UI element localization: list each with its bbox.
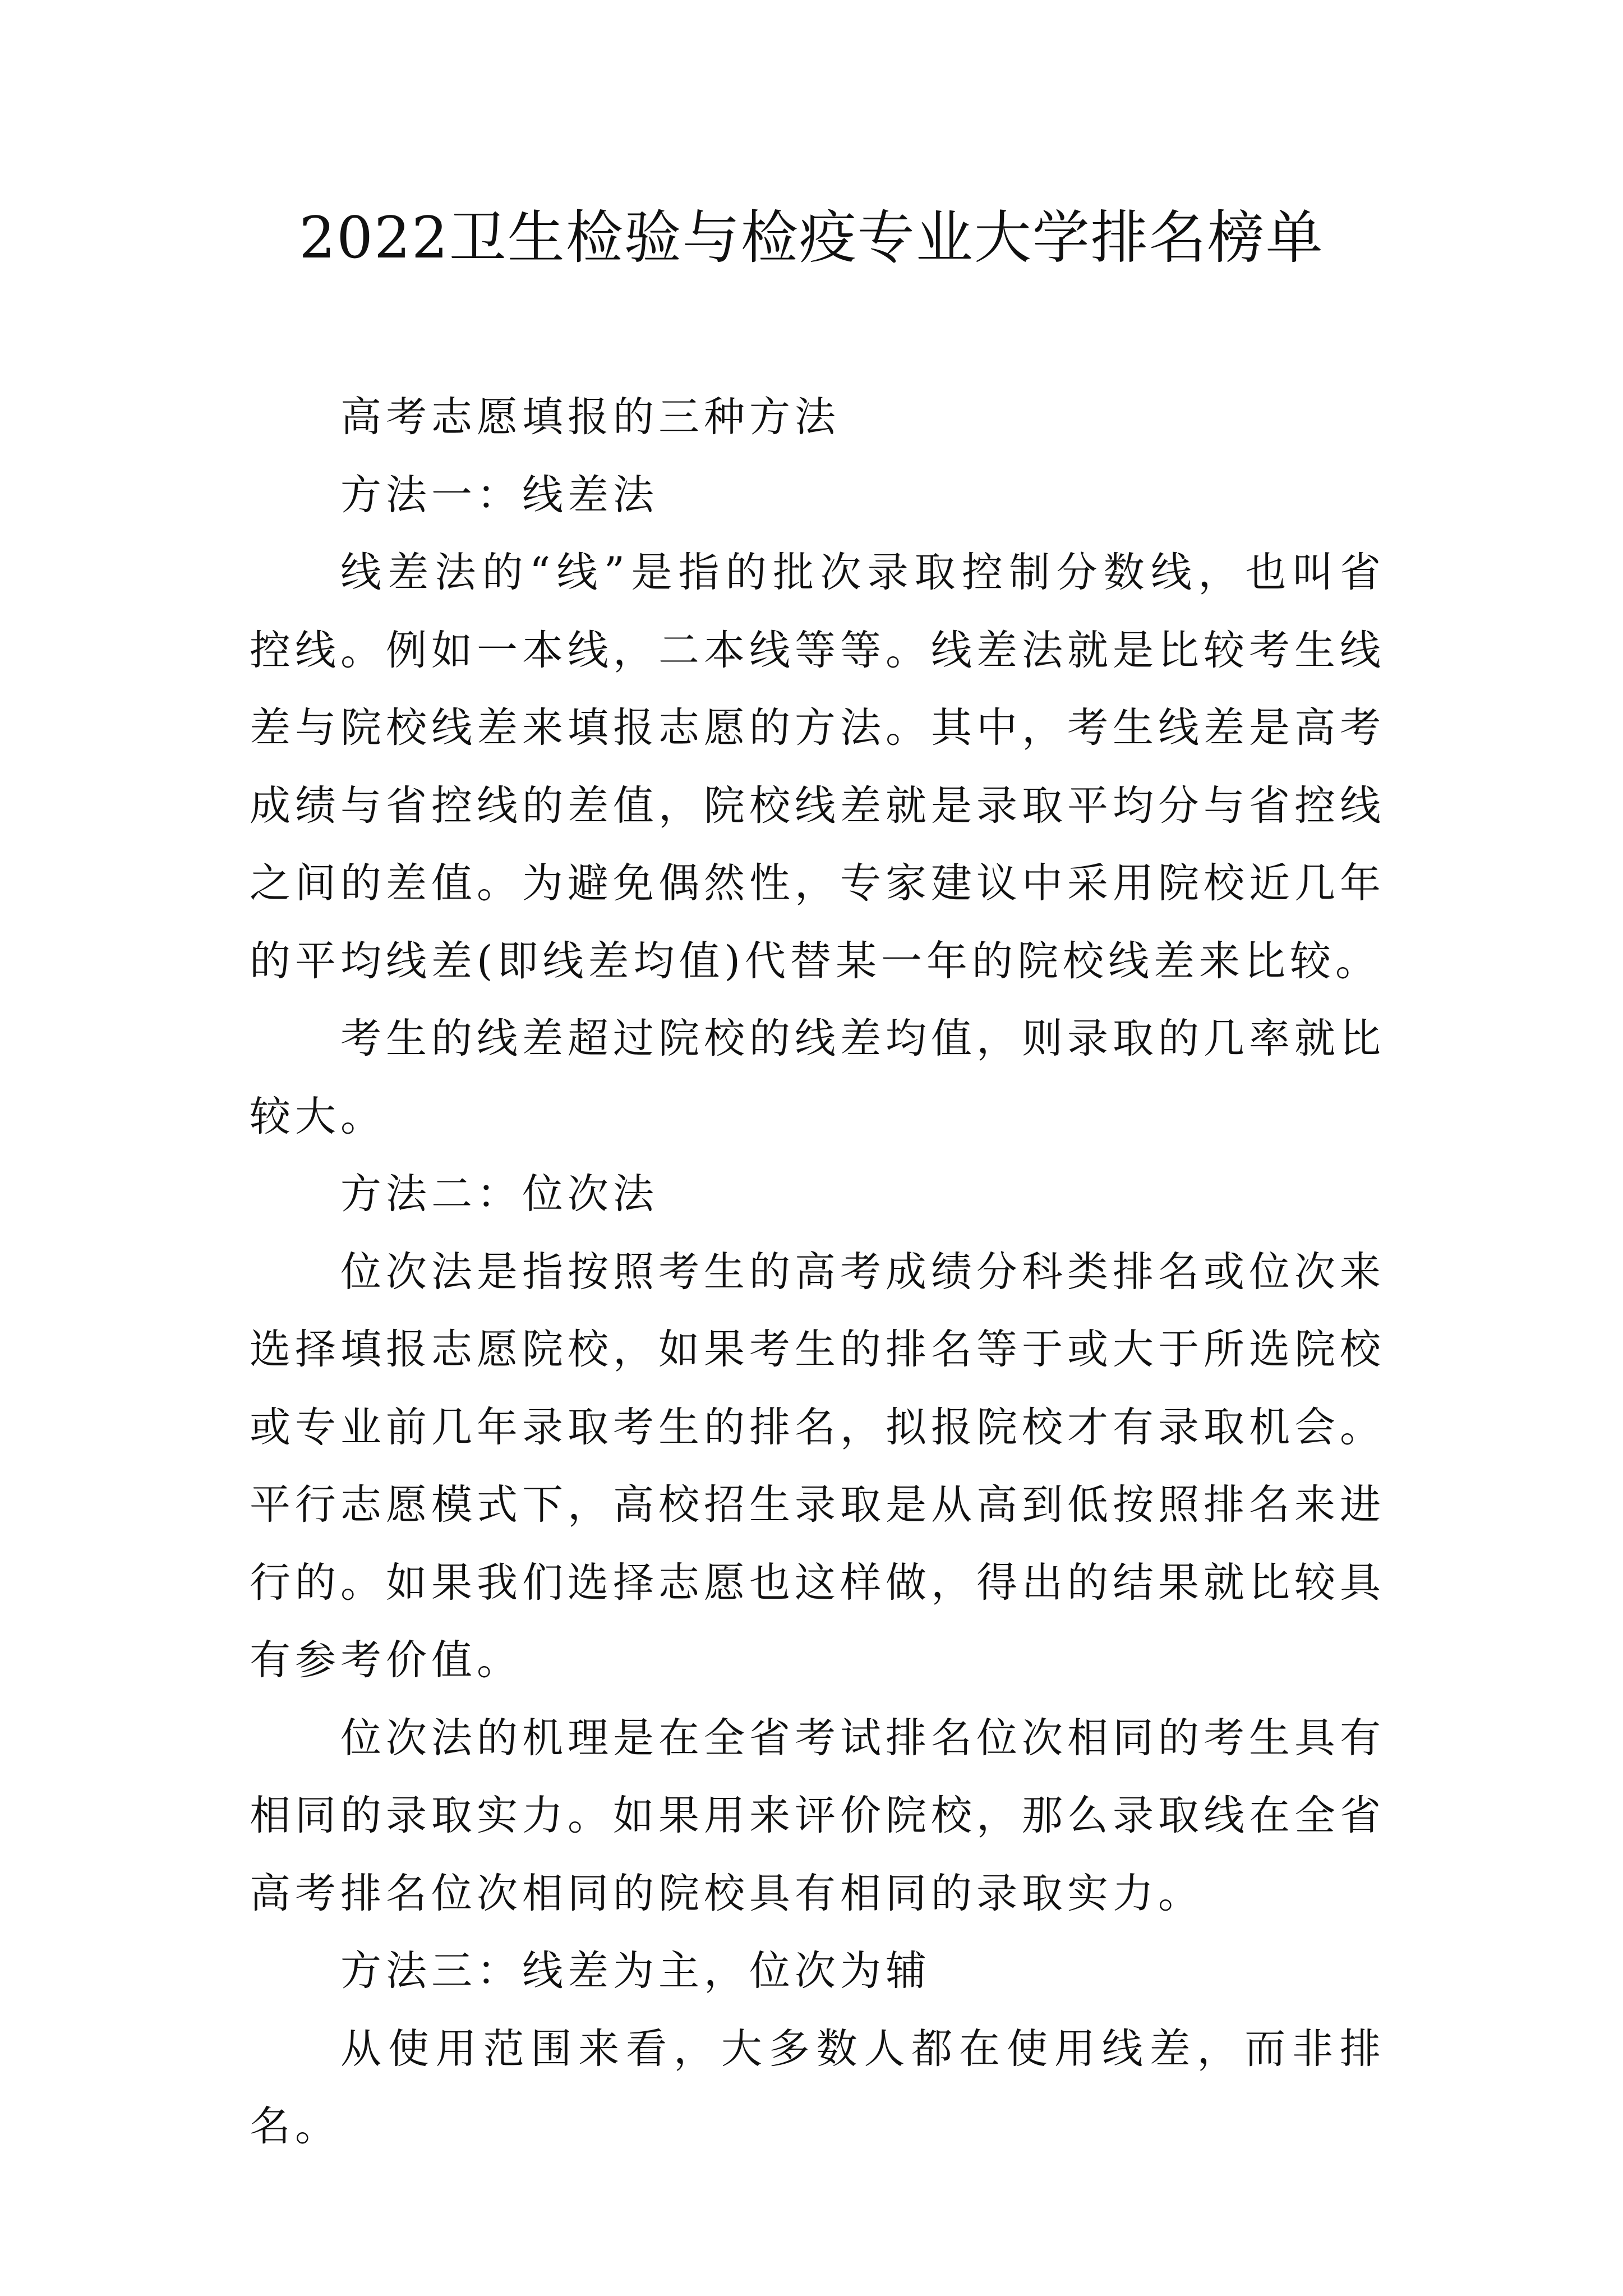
method-three-heading: 方法三：线差为主，位次为辅 xyxy=(340,1947,931,1995)
document-title: 2022卫生检验与检疫专业大学排名榜单 xyxy=(299,205,1324,272)
method-three-paragraph: 从使用范围来看，大多数人都在使用线差，而非排名。 xyxy=(250,2024,1385,2150)
method-one-paragraph: 线差法的“线”是指的批次录取控制分数线，也叫省控线。例如一本线，二本线等等。线差法就是比较考生线差与院校线差来填报志愿的方法。其中，考生线差是高考成绩与省控线的差值，院校线差就是录取平均分与省控线之间的差值。为避免偶然性，专家建议中采用院校近几年的平均线差(即线差均值)代替某一年的院校线差来比较。 xyxy=(250,549,1385,985)
method-one-heading: 方法一：线差法 xyxy=(340,471,658,519)
document-body xyxy=(250,379,1385,2166)
method-two-paragraph: 位次法是指按照考生的高考成绩分科类排名或位次来选择填报志愿院校，如果考生的排名等于或大于所选院校或专业前几年录取考生的排名，拟报院校才有录取机会。平行志愿模式下，高校招生录取是从高到低按照排名来进行的。如果我们选择志愿也这样做，得出的结果就比较具有参考价值。 xyxy=(250,1248,1385,1684)
method-one-conclusion: 考生的线差超过院校的线差均值，则录取的几率就比较大。 xyxy=(250,1015,1385,1140)
method-two-heading: 方法二：位次法 xyxy=(340,1170,658,1218)
method-two-mechanism: 位次法的机理是在全省考试排名位次相同的考生具有相同的录取实力。如果用来评价院校，那么录取线在全省高考排名位次相同的院校具有相同的录取实力。 xyxy=(250,1714,1385,1917)
section-heading: 高考志愿填报的三种方法 xyxy=(340,393,840,441)
